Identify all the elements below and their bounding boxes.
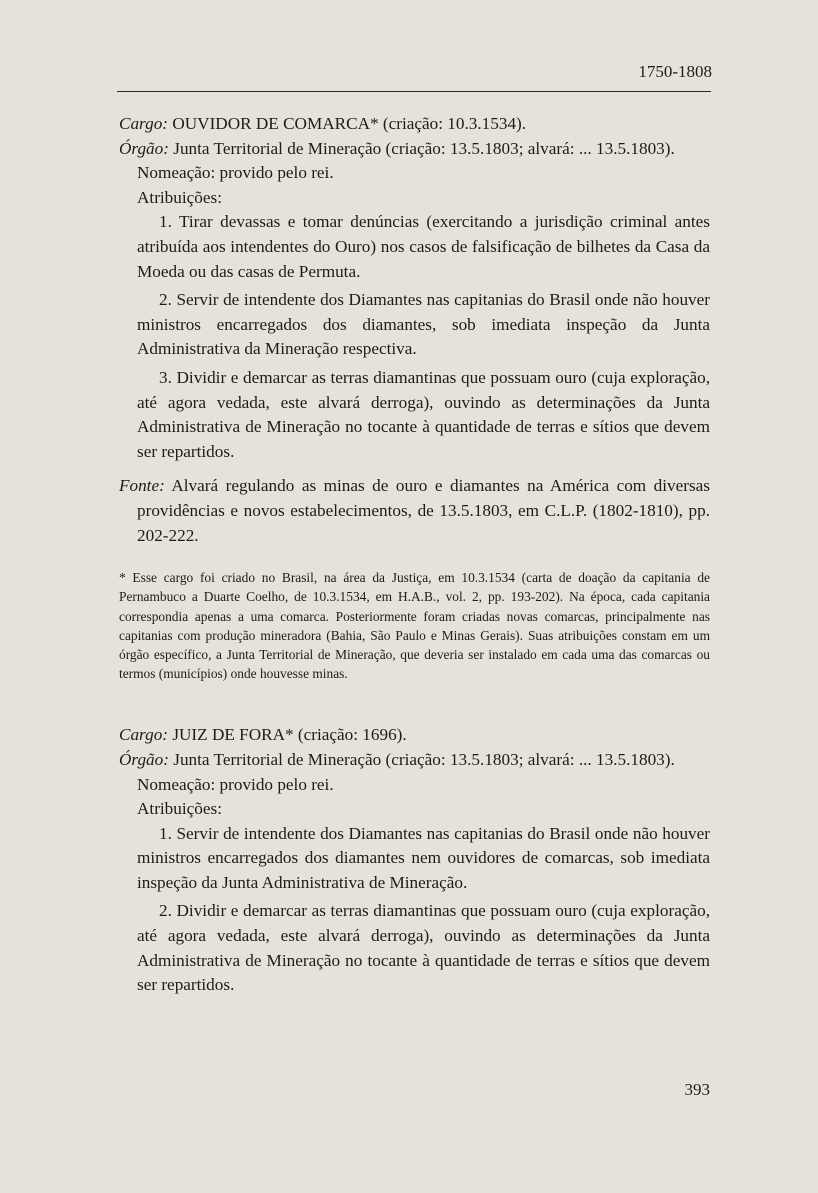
cargo-line-ouvidor bbox=[119, 112, 710, 137]
fonte-label: Fonte: bbox=[119, 476, 165, 496]
atribuicao-item-2: 2. Servir de intendente dos Diamantes nas capitanias do Brasil onde não houver ministros encarregados dos diamantes, sob imediata inspeção da Junta Administrativa da Mineração respectiva. bbox=[137, 290, 710, 359]
nomeacao-juiz: Nomeação: provido pelo rei. bbox=[137, 774, 334, 794]
header-rule bbox=[117, 91, 711, 92]
atribuicoes-label-ouvidor: Atribuições: bbox=[137, 187, 222, 207]
cargo-text: OUVIDOR DE COMARCA* (criação: 10.3.1534). bbox=[168, 114, 527, 133]
fonte-text: Alvará regulando as minas de ouro e diamantes na América com diversas providências e novos estabelecimentos, de 13.5.1803, em C.L.P. (1802-1810), pp. 202-222. bbox=[137, 476, 710, 545]
footnote: * Esse cargo foi criado no Brasil, na área da Justiça, em 10.3.1534 (carta de doação da capitania de Pernambuco a Duarte Coelho, de 10.3.1534, em H.A.B., vol. 2, pp. 193-202). Na época, cada capitania correspondia apenas a uma comarca. Posteriormente foram criadas novas comarcas, principalmente nas capitanias com produção mineradora (Bahia, São Paulo e Minas Gerais). Suas atribuições constam em um órgão específico, a Junta Territorial de Mineração, que deveria ser instalado em cada uma das comarcas ou termos (municípios) onde houvesse minas. bbox=[119, 570, 710, 682]
cargo-line-juiz bbox=[119, 723, 710, 748]
orgao-text: Junta Territorial de Mineração (criação: 13.5.1803; alvará: ... 13.5.1803). bbox=[168, 138, 675, 158]
orgao-label: Órgão: bbox=[119, 138, 169, 158]
cargo-text: JUIZ DE FORA* (criação: 1696). bbox=[168, 725, 407, 745]
fonte-line bbox=[119, 474, 710, 548]
orgao-line-ouvidor bbox=[119, 137, 710, 162]
atribuicoes-label-juiz: Atribuições: bbox=[137, 799, 222, 819]
orgao-line-juiz bbox=[119, 748, 710, 773]
page-number: 393 bbox=[684, 1080, 710, 1099]
atribuicao-item-2: 2. Dividir e demarcar as terras diamantinas que possuam ouro (cuja exploração, até agora vedada, este alvará derroga), ouvindo as determinações da Junta Administrativa de Mineração no tocante à quantidade de terras e sítios que devem ser repartidos. bbox=[137, 901, 710, 995]
orgao-label: Órgão: bbox=[119, 749, 169, 769]
orgao-text: Junta Territorial de Mineração (criação: 13.5.1803; alvará: ... 13.5.1803). bbox=[168, 749, 675, 769]
atribuicao-item-1: 1. Servir de intendente dos Diamantes nas capitanias do Brasil onde não houver ministros encarregados dos diamantes nem ouvidores de comarcas, sob imediata inspeção da Junta Administrativa de Mineração. bbox=[137, 823, 710, 892]
atribuicao-item-1: 1. Tirar devassas e tomar denúncias (exercitando a jurisdição criminal antes atribuída aos intendentes do Ouro) nos casos de falsificação de bilhetes da Casa da Moeda ou das casas de Permuta. bbox=[137, 212, 710, 281]
page-content bbox=[119, 112, 710, 998]
header-year-range: 1750-1808 bbox=[638, 62, 712, 81]
cargo-label: Cargo: bbox=[119, 114, 169, 133]
atribuicao-item-3: 3. Dividir e demarcar as terras diamantinas que possuam ouro (cuja exploração, até agora vedada, este alvará derroga), ouvindo as determinações da Junta Administrativa de Mineração no tocante à quantidade de terras e sítios que devem ser repartidos. bbox=[137, 367, 710, 461]
nomeacao-ouvidor: Nomeação: provido pelo rei. bbox=[137, 163, 334, 183]
cargo-label: Cargo: bbox=[119, 725, 169, 745]
